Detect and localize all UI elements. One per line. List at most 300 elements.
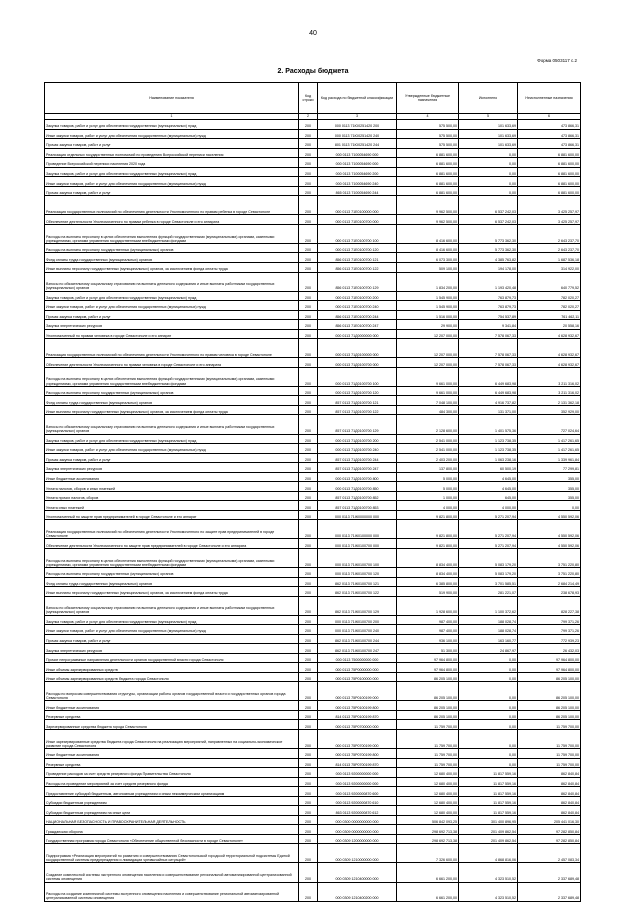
row-budget-code: 000 0113 71Ж0100700 200 bbox=[318, 615, 397, 625]
row-budget-code: 000 0113 71Е0100700 240 bbox=[318, 301, 397, 311]
row-name: Прочая закупка товаров, работ и услуг bbox=[45, 453, 299, 463]
row-executed: 11 817 559,16 bbox=[459, 796, 518, 806]
row-name: Закупка товаров, работ и услуг для обеспечения государственных (муниципальных) нужд bbox=[45, 291, 299, 301]
table-row bbox=[45, 453, 581, 463]
table-row bbox=[45, 291, 581, 301]
row-line-code: 200 bbox=[299, 844, 318, 863]
row-remaining: 640 779,52 bbox=[518, 272, 581, 291]
row-executed: 0,00 bbox=[459, 701, 518, 711]
row-name: Расходы на выплаты персоналу в целях обеспечения выполнения функций государственными (муниципальными) органами, казенными учреждениями, органами управления государственными внебюджетными фондами bbox=[45, 224, 299, 243]
row-line-code: 200 bbox=[299, 596, 318, 615]
row-budget-code: 000 0113 71Е0100700 120 bbox=[318, 243, 397, 253]
row-name: Фонд оплаты труда государственных (муниципальных) органов bbox=[45, 253, 299, 263]
row-approved: 6 073 300,00 bbox=[397, 253, 459, 263]
row-name: Обеспечение деятельности Уполномоченного по правам ребенка в городе Севастополе и его аппарата bbox=[45, 215, 299, 225]
row-remaining: 3 751 220,80 bbox=[518, 567, 581, 577]
row-remaining: 86 205 100,00 bbox=[518, 701, 581, 711]
row-remaining: 6 881 600,00 bbox=[518, 167, 581, 177]
row-budget-code: 000 0113 75Р0100000 000 bbox=[318, 672, 397, 682]
row-approved: 575 500,00 bbox=[397, 120, 459, 130]
table-row bbox=[45, 167, 581, 177]
row-approved: 5 000,00 bbox=[397, 482, 459, 492]
row-line-code: 200 bbox=[299, 758, 318, 768]
row-executed: 0,00 bbox=[459, 663, 518, 673]
row-remaining: 4 628 932,67 bbox=[518, 358, 581, 368]
row-line-code: 200 bbox=[299, 358, 318, 368]
row-line-code: 200 bbox=[299, 615, 318, 625]
row-executed: 0,00 bbox=[459, 749, 518, 759]
row-remaining: 238 678,93 bbox=[518, 587, 581, 597]
table-row bbox=[45, 224, 581, 243]
row-line-code: 200 bbox=[299, 415, 318, 434]
column-number: 4 bbox=[397, 114, 459, 120]
row-approved: 987 400,00 bbox=[397, 615, 459, 625]
table-row bbox=[45, 644, 581, 654]
table-header-row bbox=[45, 83, 581, 114]
row-approved: 1 928 600,00 bbox=[397, 596, 459, 615]
row-budget-code: 000 0113 71Ж0100000 000 bbox=[318, 520, 397, 539]
expenses-table bbox=[44, 82, 581, 902]
row-executed: 763 879,73 bbox=[459, 301, 518, 311]
row-remaining: 20 558,16 bbox=[518, 320, 581, 330]
row-approved: 1 545 900,00 bbox=[397, 301, 459, 311]
row-name: Резервные средства bbox=[45, 710, 299, 720]
row-line-code: 200 bbox=[299, 663, 318, 673]
table-row bbox=[45, 577, 581, 587]
row-executed: 11 817 559,16 bbox=[459, 806, 518, 816]
row-approved: 1 516 000,00 bbox=[397, 310, 459, 320]
section-title: 2. Расходы бюджета bbox=[277, 68, 349, 75]
row-name: Уплата прочих налогов, сборов bbox=[45, 491, 299, 501]
row-remaining: 77 299,81 bbox=[518, 463, 581, 473]
row-name: Иные выплаты персоналу государственных (муниципальных) органов, за исключением фонда оплаты труда bbox=[45, 262, 299, 272]
row-line-code: 200 bbox=[299, 253, 318, 263]
row-executed: 4 868 816,06 bbox=[459, 844, 518, 863]
row-line-code: 200 bbox=[299, 243, 318, 253]
row-approved: 86 205 100,00 bbox=[397, 682, 459, 701]
row-name: Обеспечение деятельности Уполномоченного по защите прав предпринимателей в городе Севастополе и его аппарата bbox=[45, 539, 299, 549]
row-remaining: 86 205 100,00 bbox=[518, 672, 581, 682]
row-approved: 2 128 600,00 bbox=[397, 415, 459, 434]
table-row bbox=[45, 815, 581, 825]
row-approved: 1 834 200,00 bbox=[397, 272, 459, 291]
row-name: Субсидии бюджетным учреждениям на иные цели bbox=[45, 806, 299, 816]
row-remaining: 2 337 689,48 bbox=[518, 882, 581, 901]
table-row bbox=[45, 539, 581, 549]
row-remaining: 11 759 700,00 bbox=[518, 730, 581, 749]
row-remaining: 473 866,31 bbox=[518, 129, 581, 139]
row-budget-code: 000 0113 75Р0100199 000 bbox=[318, 682, 397, 701]
row-remaining: 2 337 689,48 bbox=[518, 863, 581, 882]
row-budget-code: 000 0113 71Д0100700 850 bbox=[318, 482, 397, 492]
row-budget-code: 000 0113 7500000000 000 bbox=[318, 653, 397, 663]
row-remaining: 799 371,26 bbox=[518, 625, 581, 635]
row-remaining: 6 881 600,00 bbox=[518, 158, 581, 168]
row-budget-code: 857 0113 71Д0100700 121 bbox=[318, 396, 397, 406]
row-approved: 11 759 700,00 bbox=[397, 730, 459, 749]
table-row bbox=[45, 863, 581, 882]
row-line-code: 200 bbox=[299, 320, 318, 330]
row-line-code: 200 bbox=[299, 491, 318, 501]
row-approved: 8 416 600,00 bbox=[397, 224, 459, 243]
row-approved: 8 416 600,00 bbox=[397, 243, 459, 253]
header-line-code: Код строки bbox=[299, 83, 318, 114]
row-approved: 7 326 600,00 bbox=[397, 844, 459, 863]
table-row bbox=[45, 701, 581, 711]
row-budget-code: 000 0113 75Р0700199 800 bbox=[318, 749, 397, 759]
row-budget-code: 814 0113 75Р0100199 870 bbox=[318, 710, 397, 720]
row-executed: 188 028,74 bbox=[459, 615, 518, 625]
row-budget-code: 000 0113 71Е0100000 000 bbox=[318, 196, 397, 215]
row-line-code: 200 bbox=[299, 272, 318, 291]
row-remaining: 3 425 257,97 bbox=[518, 215, 581, 225]
row-name: Взносы по обязательному социальному страхованию на выплаты денежного содержания и иные выплаты работникам государственных (муниципальных) органов bbox=[45, 596, 299, 615]
row-line-code: 200 bbox=[299, 710, 318, 720]
table-row bbox=[45, 215, 581, 225]
row-executed: 4 000,00 bbox=[459, 501, 518, 511]
row-budget-code: 000 0309 0000000000 000 bbox=[318, 825, 397, 835]
row-budget-code: 000 0113 71Е0100700 000 bbox=[318, 215, 397, 225]
row-budget-code: 857 0113 71Д0100700 244 bbox=[318, 453, 397, 463]
row-executed: 763 879,73 bbox=[459, 291, 518, 301]
row-budget-code: 000 0113 71Д0000000 000 bbox=[318, 329, 397, 339]
row-name: Закупка товаров, работ и услуг для обеспечения государственных (муниципальных) нужд bbox=[45, 434, 299, 444]
row-remaining: 1 687 536,18 bbox=[518, 253, 581, 263]
table-row bbox=[45, 730, 581, 749]
row-approved: 86 205 100,00 bbox=[397, 710, 459, 720]
row-approved: 4 000,00 bbox=[397, 501, 459, 511]
row-name: Иные выплаты персоналу государственных (муниципальных) органов, за исключением фонда оплаты труда bbox=[45, 405, 299, 415]
row-name: Реализация отдельных государственных полномочий по проведению Всероссийской переписи населения bbox=[45, 148, 299, 158]
row-remaining: 355,00 bbox=[518, 482, 581, 492]
row-budget-code: 000 0300 0000000000 000 bbox=[318, 815, 397, 825]
row-line-code: 200 bbox=[299, 310, 318, 320]
row-line-code: 200 bbox=[299, 434, 318, 444]
row-approved: 2 541 000,00 bbox=[397, 434, 459, 444]
row-executed: 6 449 683,98 bbox=[459, 367, 518, 386]
row-line-code: 200 bbox=[299, 577, 318, 587]
row-executed: 9 341,84 bbox=[459, 320, 518, 330]
row-remaining: 97 964 800,00 bbox=[518, 653, 581, 663]
row-budget-code: 000 0113 71Д0100700 000 bbox=[318, 358, 397, 368]
row-executed: 4 916 737,82 bbox=[459, 396, 518, 406]
row-approved: 298 692 713,38 bbox=[397, 834, 459, 844]
row-executed: 1 123 738,35 bbox=[459, 434, 518, 444]
row-name: Иные закупки товаров, работ и услуг для обеспечения государственных (муниципальных) нужд bbox=[45, 444, 299, 454]
row-executed: 5 083 179,20 bbox=[459, 567, 518, 577]
row-executed: 11 817 559,16 bbox=[459, 777, 518, 787]
row-line-code: 200 bbox=[299, 291, 318, 301]
column-number: 2 bbox=[299, 114, 318, 120]
table-row bbox=[45, 243, 581, 253]
row-approved: 9 962 500,00 bbox=[397, 215, 459, 225]
row-budget-code: 857 0113 71Д0100700 129 bbox=[318, 415, 397, 434]
row-line-code: 200 bbox=[299, 386, 318, 396]
row-approved: 6 385 800,00 bbox=[397, 577, 459, 587]
row-approved: 2 541 000,00 bbox=[397, 444, 459, 454]
row-name: Уплата налогов, сборов и иных платежей bbox=[45, 482, 299, 492]
row-budget-code: 000 0113 71Е0100700 200 bbox=[318, 291, 397, 301]
row-remaining: 4 628 932,67 bbox=[518, 329, 581, 339]
table-row bbox=[45, 796, 581, 806]
table-row bbox=[45, 682, 581, 701]
row-budget-code: 856 0113 71Е0100700 247 bbox=[318, 320, 397, 330]
row-name: Закупка энергетических ресурсов bbox=[45, 320, 299, 330]
row-remaining: 355,00 bbox=[518, 472, 581, 482]
row-remaining: 11 759 700,00 bbox=[518, 720, 581, 730]
row-name: Субсидии бюджетным учреждениям bbox=[45, 796, 299, 806]
row-line-code: 200 bbox=[299, 510, 318, 520]
row-line-code: 200 bbox=[299, 720, 318, 730]
table-row bbox=[45, 825, 581, 835]
row-executed: 194 178,00 bbox=[459, 262, 518, 272]
table-row bbox=[45, 882, 581, 901]
row-executed: 0,00 bbox=[459, 177, 518, 187]
row-name: Иные бюджетные ассигнования bbox=[45, 701, 299, 711]
row-budget-code: 865 0113 7100054690 244 bbox=[318, 186, 397, 196]
row-name: Обеспечение деятельности Уполномоченного по правам человека в городе Севастополе и его аппарата bbox=[45, 358, 299, 368]
row-name: Закупка товаров, работ и услуг для обеспечения государственных (муниципальных) нужд bbox=[45, 120, 299, 130]
row-name: Прочая закупка товаров, работ и услуг bbox=[45, 186, 299, 196]
row-budget-code: 856 0113 71Е0100700 122 bbox=[318, 262, 397, 272]
table-row bbox=[45, 405, 581, 415]
row-budget-code: 000 0113 75Р0700000 000 bbox=[318, 720, 397, 730]
row-approved: 12 680 400,00 bbox=[397, 796, 459, 806]
row-remaining: 6 881 600,00 bbox=[518, 186, 581, 196]
row-approved: 9 821 800,00 bbox=[397, 510, 459, 520]
row-executed: 163 160,77 bbox=[459, 634, 518, 644]
row-remaining: 11 759 700,00 bbox=[518, 749, 581, 759]
row-line-code: 200 bbox=[299, 367, 318, 386]
row-approved: 137 800,00 bbox=[397, 463, 459, 473]
row-executed: 0,00 bbox=[459, 672, 518, 682]
row-remaining: 4 550 592,06 bbox=[518, 510, 581, 520]
row-approved: 9 821 800,00 bbox=[397, 520, 459, 539]
row-remaining: 2 643 237,70 bbox=[518, 224, 581, 243]
table-row bbox=[45, 120, 581, 130]
row-budget-code: 000 0113 71Д0100700 800 bbox=[318, 472, 397, 482]
row-line-code: 200 bbox=[299, 482, 318, 492]
row-executed: 7 578 067,33 bbox=[459, 329, 518, 339]
row-name: Иные выплаты персоналу государственных (муниципальных) органов, за исключением фонда оплаты труда bbox=[45, 587, 299, 597]
row-approved: 936 100,00 bbox=[397, 634, 459, 644]
column-number: 1 bbox=[45, 114, 299, 120]
table-row bbox=[45, 139, 581, 149]
row-budget-code: 000 0113 71Д0100700 240 bbox=[318, 444, 397, 454]
row-budget-code: 862 0113 71Ж0100700 247 bbox=[318, 644, 397, 654]
row-executed: 301 400 896,95 bbox=[459, 815, 518, 825]
header-name: Наименование показателя bbox=[45, 83, 299, 114]
row-budget-code: 000 0113 7100054690 000 bbox=[318, 158, 397, 168]
row-remaining: 862 840,84 bbox=[518, 806, 581, 816]
row-budget-code: 857 0113 71Д0100700 853 bbox=[318, 501, 397, 511]
row-executed: 0,00 bbox=[459, 730, 518, 749]
row-executed: 101 633,69 bbox=[459, 129, 518, 139]
header-budget-code: Код расхода по бюджетной классификации bbox=[318, 83, 397, 114]
row-remaining: 26 432,03 bbox=[518, 644, 581, 654]
row-approved: 506 842 093,25 bbox=[397, 815, 459, 825]
table-row bbox=[45, 587, 581, 597]
row-executed: 201 409 862,54 bbox=[459, 834, 518, 844]
table-row bbox=[45, 196, 581, 215]
row-line-code: 200 bbox=[299, 825, 318, 835]
table-row bbox=[45, 358, 581, 368]
row-remaining: 0,00 bbox=[518, 501, 581, 511]
row-approved: 6 661 200,00 bbox=[397, 882, 459, 901]
table-row bbox=[45, 787, 581, 797]
row-executed: 281 221,07 bbox=[459, 587, 518, 597]
row-approved: 9 962 500,00 bbox=[397, 196, 459, 215]
row-budget-code: 000 0113 9200000000 000 bbox=[318, 768, 397, 778]
row-budget-code: 856 0113 71Е0100700 244 bbox=[318, 310, 397, 320]
row-name: Уполномоченный по правам человека в городе Севастополе и его аппарат bbox=[45, 329, 299, 339]
row-remaining: 862 840,84 bbox=[518, 768, 581, 778]
row-budget-code: 000 0113 71Ж0100700 120 bbox=[318, 567, 397, 577]
row-approved: 9 821 800,00 bbox=[397, 539, 459, 549]
row-name: Реализация государственных полномочий по обеспечению деятельности Уполномоченного по правам ребенка в городе Севастополе bbox=[45, 196, 299, 215]
row-budget-code: 814 0113 75Р0700199 870 bbox=[318, 758, 397, 768]
row-executed: 0,00 bbox=[459, 186, 518, 196]
column-number: 6 bbox=[518, 114, 581, 120]
table-row bbox=[45, 758, 581, 768]
row-budget-code: 000 0113 71Ю0251420 200 bbox=[318, 120, 397, 130]
row-name: Закупка энергетических ресурсов bbox=[45, 644, 299, 654]
row-approved: 987 400,00 bbox=[397, 625, 459, 635]
row-name: Реализация государственных полномочий по обеспечению деятельности Уполномоченного по правам человека в городе Севастополе bbox=[45, 339, 299, 358]
row-line-code: 200 bbox=[299, 158, 318, 168]
row-name: Предоставление субсидий бюджетным, автономным учреждениям и иным некоммерческим организациям bbox=[45, 787, 299, 797]
row-remaining: 3 425 257,97 bbox=[518, 196, 581, 215]
table-row bbox=[45, 463, 581, 473]
row-approved: 7 048 100,00 bbox=[397, 396, 459, 406]
row-budget-code: 863 0113 9200000870 612 bbox=[318, 806, 397, 816]
table-row bbox=[45, 510, 581, 520]
row-budget-code: 000 0113 71Е0100700 100 bbox=[318, 224, 397, 243]
row-remaining: 1 417 261,65 bbox=[518, 444, 581, 454]
row-remaining: 782 020,27 bbox=[518, 291, 581, 301]
row-line-code: 200 bbox=[299, 834, 318, 844]
row-line-code: 200 bbox=[299, 148, 318, 158]
row-approved: 12 680 400,00 bbox=[397, 806, 459, 816]
row-line-code: 200 bbox=[299, 644, 318, 654]
table-row bbox=[45, 653, 581, 663]
row-name: Фонд оплаты труда государственных (муниципальных) органов bbox=[45, 577, 299, 587]
table-row bbox=[45, 310, 581, 320]
row-name: НАЦИОНАЛЬНАЯ БЕЗОПАСНОСТЬ И ПРАВООХРАНИТЕЛЬНАЯ ДЕЯТЕЛЬНОСТЬ bbox=[45, 815, 299, 825]
row-budget-code: 000 0309 1200000000 000 bbox=[318, 834, 397, 844]
row-line-code: 200 bbox=[299, 548, 318, 567]
row-line-code: 200 bbox=[299, 806, 318, 816]
table-row bbox=[45, 720, 581, 730]
row-name: Уплата иных платежей bbox=[45, 501, 299, 511]
row-executed: 5 271 207,94 bbox=[459, 510, 518, 520]
row-approved: 12 207 000,00 bbox=[397, 339, 459, 358]
row-approved: 51 300,00 bbox=[397, 644, 459, 654]
row-budget-code: 856 0113 71Е0100700 129 bbox=[318, 272, 397, 291]
row-line-code: 200 bbox=[299, 863, 318, 882]
row-budget-code: 000 0113 7100054690 200 bbox=[318, 167, 397, 177]
row-name: Проведение расходов за счет средств резервного фонда Правительства Севастополя bbox=[45, 768, 299, 778]
row-line-code: 200 bbox=[299, 777, 318, 787]
row-remaining: 314 922,00 bbox=[518, 262, 581, 272]
row-remaining: 3 211 316,02 bbox=[518, 386, 581, 396]
row-line-code: 200 bbox=[299, 120, 318, 130]
row-line-code: 200 bbox=[299, 139, 318, 149]
row-name: Иные закупки товаров, работ и услуг для обеспечения государственных (муниципальных) нужд bbox=[45, 177, 299, 187]
row-approved: 5 000,00 bbox=[397, 472, 459, 482]
table-row bbox=[45, 272, 581, 291]
row-remaining: 4 550 592,06 bbox=[518, 520, 581, 539]
table-row bbox=[45, 834, 581, 844]
row-approved: 11 759 700,00 bbox=[397, 720, 459, 730]
row-budget-code: 000 0113 75Р0000000 000 bbox=[318, 663, 397, 673]
row-budget-code: 000 0113 9200000870 610 bbox=[318, 796, 397, 806]
row-executed: 5 271 207,94 bbox=[459, 520, 518, 539]
row-line-code: 200 bbox=[299, 501, 318, 511]
row-name: Расходы на выплаты персоналу государственных (муниципальных) органов bbox=[45, 567, 299, 577]
row-line-code: 200 bbox=[299, 701, 318, 711]
row-executed: 4 645,00 bbox=[459, 482, 518, 492]
row-remaining: 782 020,27 bbox=[518, 301, 581, 311]
table-row bbox=[45, 262, 581, 272]
row-remaining: 4 628 932,67 bbox=[518, 339, 581, 358]
row-approved: 298 692 713,38 bbox=[397, 825, 459, 835]
row-name: Иные закупки товаров, работ и услуг для обеспечения государственных (муниципальных) нужд bbox=[45, 625, 299, 635]
row-budget-code: 862 0113 71Ж0100700 129 bbox=[318, 596, 397, 615]
row-approved: 86 205 100,00 bbox=[397, 672, 459, 682]
form-code: Форма 0503117 с.2 bbox=[537, 58, 577, 63]
row-line-code: 200 bbox=[299, 396, 318, 406]
row-budget-code: 000 0113 7100054690 000 bbox=[318, 148, 397, 158]
row-remaining: 727 024,64 bbox=[518, 415, 581, 434]
row-name: Иные бюджетные ассигнования bbox=[45, 749, 299, 759]
row-budget-code: 857 0113 71Д0100700 122 bbox=[318, 405, 397, 415]
table-row bbox=[45, 396, 581, 406]
row-executed: 0,00 bbox=[459, 710, 518, 720]
row-approved: 29 900,00 bbox=[397, 320, 459, 330]
row-budget-code: 857 0113 71Д0100700 852 bbox=[318, 491, 397, 501]
table-row bbox=[45, 777, 581, 787]
row-executed: 0,00 bbox=[459, 720, 518, 730]
table-row bbox=[45, 415, 581, 434]
row-name: Расходы на выплаты персоналу в целях обеспечения выполнения функций государственными (муниципальными) органами, казенными учреждениями, органами управления государственными внебюджетными фондами bbox=[45, 548, 299, 567]
row-approved: 6 661 200,00 bbox=[397, 863, 459, 882]
row-line-code: 200 bbox=[299, 329, 318, 339]
row-executed: 1 193 420,48 bbox=[459, 272, 518, 291]
column-number: 3 bbox=[318, 114, 397, 120]
row-executed: 11 817 559,16 bbox=[459, 787, 518, 797]
row-budget-code: 000 0113 71Д0100700 100 bbox=[318, 367, 397, 386]
row-executed: 4 385 763,82 bbox=[459, 253, 518, 263]
row-name: Государственная программа города Севастополя «Обеспечение общественной безопасности в городе Севастополе» bbox=[45, 834, 299, 844]
table-row bbox=[45, 672, 581, 682]
row-line-code: 200 bbox=[299, 405, 318, 415]
row-name: Расходы на выплаты персоналу в целях обеспечения выполнения функций государственными (муниципальными) органами, казенными учреждениями, органами управления государственными внебюджетными фондами bbox=[45, 367, 299, 386]
row-name: Прочая закупка товаров, работ и услуг bbox=[45, 634, 299, 644]
row-remaining: 97 964 800,00 bbox=[518, 663, 581, 673]
row-name: Закупка товаров, работ и услуг для обеспечения государственных (муниципальных) нужд bbox=[45, 615, 299, 625]
row-budget-code: 862 0113 71Ж0100700 244 bbox=[318, 634, 397, 644]
row-line-code: 200 bbox=[299, 787, 318, 797]
row-name: Фонд оплаты труда государственных (муниципальных) органов bbox=[45, 396, 299, 406]
row-executed: 5 773 362,30 bbox=[459, 224, 518, 243]
row-name: Иные зарезервированные средства бюджета города Севастополя на реализацию мероприятий, направленных на социально-экономическое развитие города Севастополя bbox=[45, 730, 299, 749]
header-remaining: Неисполненные назначения bbox=[518, 83, 581, 114]
row-remaining: 828 227,38 bbox=[518, 596, 581, 615]
row-remaining: 86 205 100,00 bbox=[518, 710, 581, 720]
row-budget-code: 000 0113 71Д0100700 120 bbox=[318, 386, 397, 396]
row-remaining: 4 550 592,06 bbox=[518, 539, 581, 549]
